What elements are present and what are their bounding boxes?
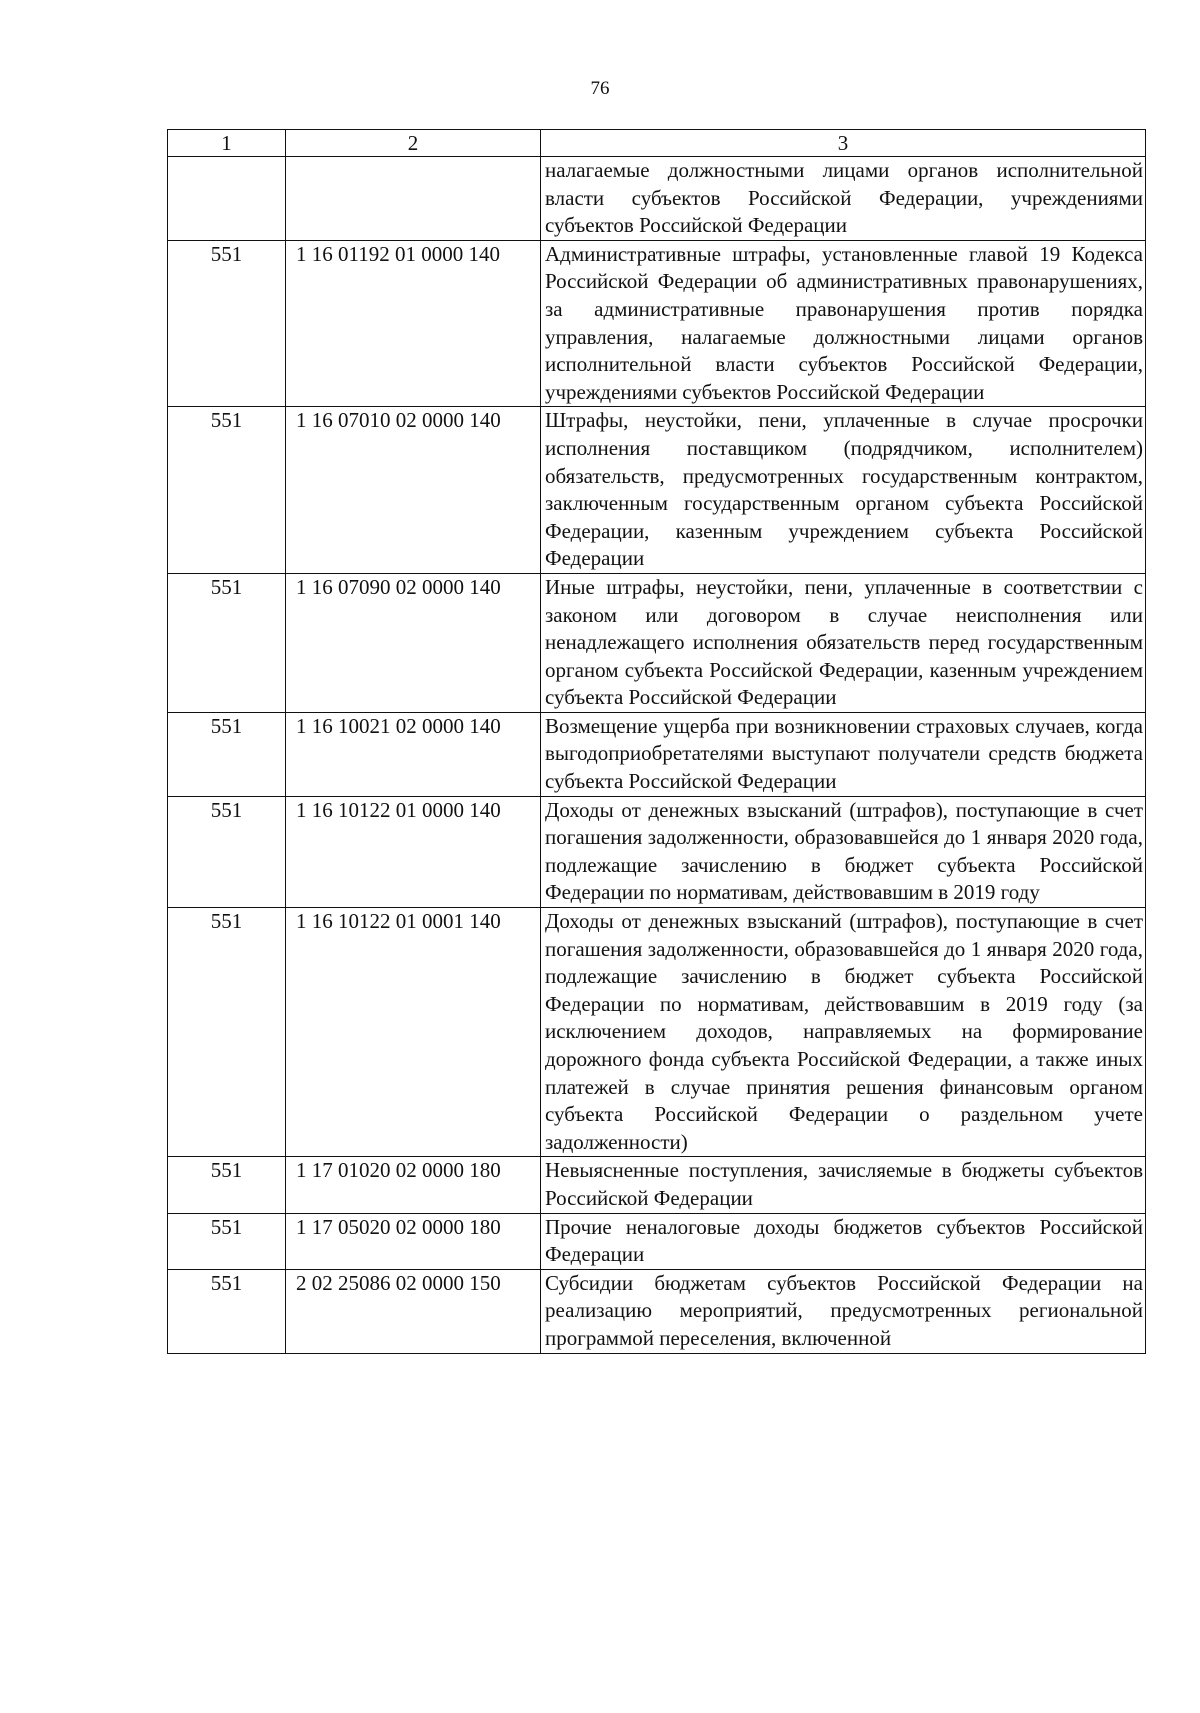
description-cell: Доходы от денежных взысканий (штрафов), поступающие в счет погашения задолженности, образовавшейся до 1 января 2020 года, подлежащие зачислению в бюджет субъекта Российской Федерации по нормативам, действовавшим в 2019 году (за исключением доходов, направляемых на формирование дорожного фонда субъекта Российской Федерации, а также иных платежей в случае принятия решения финансовым органом субъекта Российской Федерации о раздельном учете задолженности) — [541, 908, 1146, 1157]
table-row — [168, 796, 1146, 907]
admin-code-cell — [168, 157, 286, 241]
revenue-code-cell: 1 16 07010 02 0000 140 — [286, 407, 541, 574]
table-header-row — [168, 130, 1146, 157]
table-row — [168, 1213, 1146, 1269]
revenue-code-cell: 1 16 10122 01 0000 140 — [286, 796, 541, 907]
header-col-1: 1 — [168, 130, 286, 157]
admin-code-cell: 551 — [168, 796, 286, 907]
admin-code-cell: 551 — [168, 1269, 286, 1353]
admin-code-cell: 551 — [168, 1213, 286, 1269]
description-cell: Прочие неналоговые доходы бюджетов субъектов Российской Федерации — [541, 1213, 1146, 1269]
description-cell: Административные штрафы, установленные главой 19 Кодекса Российской Федерации об административных правонарушениях, за административные правонарушения против порядка управления, налагаемые должностными лицами органов исполнительной власти субъектов Российской Федерации, учреждениями субъектов Российской Федерации — [541, 240, 1146, 407]
revenue-code-cell: 2 02 25086 02 0000 150 — [286, 1269, 541, 1353]
header-col-2: 2 — [286, 130, 541, 157]
table-row — [168, 573, 1146, 712]
revenue-code-cell: 1 16 10021 02 0000 140 — [286, 712, 541, 796]
description-cell: Доходы от денежных взысканий (штрафов), поступающие в счет погашения задолженности, образовавшейся до 1 января 2020 года, подлежащие зачислению в бюджет субъекта Российской Федерации по нормативам, действовавшим в 2019 году — [541, 796, 1146, 907]
admin-code-cell: 551 — [168, 407, 286, 574]
admin-code-cell: 551 — [168, 712, 286, 796]
page-number: 76 — [590, 78, 610, 99]
revenue-code-cell: 1 16 07090 02 0000 140 — [286, 573, 541, 712]
table-row — [168, 1269, 1146, 1353]
description-cell: Возмещение ущерба при возникновении страховых случаев, когда выгодоприобретателями выступают получатели средств бюджета субъекта Российской Федерации — [541, 712, 1146, 796]
revenue-code-cell: 1 16 01192 01 0000 140 — [286, 240, 541, 407]
admin-code-cell: 551 — [168, 1157, 286, 1213]
revenue-code-cell — [286, 157, 541, 241]
description-cell: налагаемые должностными лицами органов исполнительной власти субъектов Российской Федерации, учреждениями субъектов Российской Федерации — [541, 157, 1146, 241]
revenue-codes-table — [167, 129, 1146, 1354]
admin-code-cell: 551 — [168, 240, 286, 407]
table-row — [168, 157, 1146, 241]
admin-code-cell: 551 — [168, 573, 286, 712]
table-row — [168, 712, 1146, 796]
description-cell: Штрафы, неустойки, пени, уплаченные в случае просрочки исполнения поставщиком (подрядчиком, исполнителем) обязательств, предусмотренных государственным контрактом, заключенным государственным органом субъекта Российской Федерации, казенным учреждением субъекта Российской Федерации — [541, 407, 1146, 574]
revenue-code-cell: 1 16 10122 01 0001 140 — [286, 908, 541, 1157]
description-cell: Субсидии бюджетам субъектов Российской Федерации на реализацию мероприятий, предусмотренных региональной программой переселения, включенной — [541, 1269, 1146, 1353]
table-row — [168, 240, 1146, 407]
description-cell: Иные штрафы, неустойки, пени, уплаченные в соответствии с законом или договором в случае неисполнения или ненадлежащего исполнения обязательств перед государственным органом субъекта Российской Федерации, казенным учреждением субъекта Российской Федерации — [541, 573, 1146, 712]
revenue-code-cell: 1 17 01020 02 0000 180 — [286, 1157, 541, 1213]
table-row — [168, 407, 1146, 574]
revenue-code-cell: 1 17 05020 02 0000 180 — [286, 1213, 541, 1269]
table-row — [168, 1157, 1146, 1213]
table-row — [168, 908, 1146, 1157]
header-col-3: 3 — [541, 130, 1146, 157]
description-cell: Невыясненные поступления, зачисляемые в бюджеты субъектов Российской Федерации — [541, 1157, 1146, 1213]
admin-code-cell: 551 — [168, 908, 286, 1157]
